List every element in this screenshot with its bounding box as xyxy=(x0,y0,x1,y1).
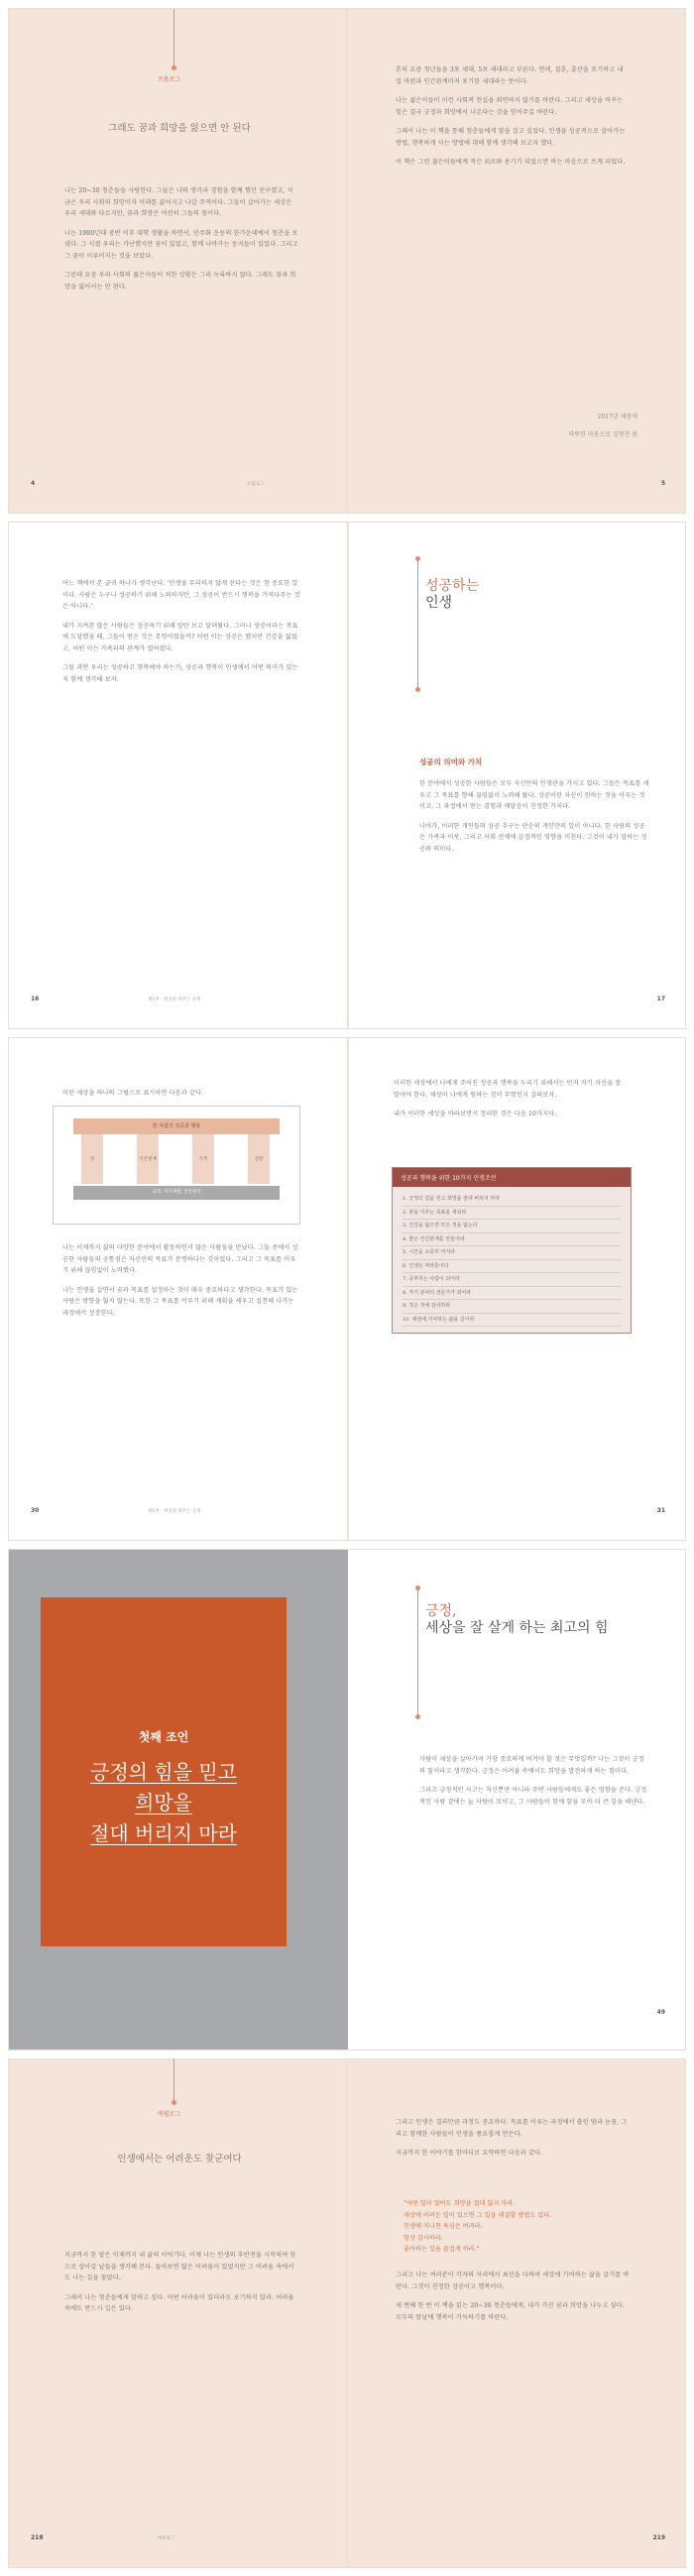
running-head: 제1부 · 세상을 바꾸는 긍정 xyxy=(148,997,201,1002)
list-item: 5. 시간을 소중히 여겨라 xyxy=(403,1246,621,1260)
paragraph: 나는 젊은이들이 이런 사회적 현실을 외면하지 않기를 바란다. 그리고 세상을 바꾸는 힘은 결국 긍정과 희망에서 나온다는 것을 믿어주길 바란다. xyxy=(396,97,624,116)
paragraph: 이 책은 그런 젊은이들에게 작은 위로와 용기가 되었으면 하는 마음으로 쓰게 되었다. xyxy=(396,159,626,166)
chapter-label: 에필로그 xyxy=(158,2111,181,2118)
list-item: 3. 건강을 잃으면 모든 것을 잃는다 xyxy=(403,1220,621,1233)
list-item: 7. 공부하는 사람이 되어라 xyxy=(403,1273,621,1287)
running-head: 에필로그 xyxy=(158,2536,175,2541)
page-number: 17 xyxy=(656,995,665,1002)
paragraph: 어느 책에서 본 글귀 하나가 생각난다. '인생을 무리하지 않게 산다는 것은 참 중요한 일이다. 사람은 누구나 성공하기 위해 노력하지만, 그 성공이 반드시 행복을 가져다주는 것은 아니다.' xyxy=(62,580,300,610)
diagram-pillar: 일 xyxy=(81,1134,103,1184)
body-text xyxy=(396,2270,630,2331)
ornament-dot xyxy=(172,65,176,70)
spread-diagram xyxy=(8,1037,686,1541)
running-head: 제1부 · 세상을 바꾸는 긍정 xyxy=(148,1509,201,1514)
chapter-label: 첫째 조언 xyxy=(138,1730,189,1744)
paragraph: 지금까지 한 말은 이제까지 내 삶의 이야기다. 이제 나는 인생의 후반전을 시작하며 앞으로 살아갈 날들을 생각해 본다. 돌아보면 많은 어려움이 있었지만 그 어려움 속에서도 나는 길을 찾았다. xyxy=(64,2252,296,2282)
paragraph: 흔히 요즘 청년들을 3포 세대, 5포 세대라고 부른다. 연애, 결혼, 출산을 포기하고 내 집 마련과 인간관계마저 포기한 세대라는 뜻이다. xyxy=(396,66,624,85)
paragraph: 나는 이제까지 삶의 다양한 분야에서 활동하면서 많은 사람들을 만났다. 그들 중에서 성공한 사람들의 공통점은 자신만의 목표가 분명하다는 것이었다. 그리고 그 목표를 이루기 위해 끊임없이 노력했다. xyxy=(62,1244,298,1274)
diagram-pillar: 인간관계 xyxy=(137,1134,159,1184)
page-218 xyxy=(9,2059,348,2567)
paragraph: 그리고 나는 여러분이 각자의 자리에서 최선을 다하며 세상에 기여하는 삶을 살기를 바란다. 그것이 진정한 성공이고 행복이다. xyxy=(396,2272,630,2290)
gutter xyxy=(347,2059,349,2567)
page-number: 31 xyxy=(656,1507,665,1514)
body-text xyxy=(396,64,630,176)
paragraph: 내가 이러한 세상을 바라보면서 정리한 것은 다음 10가지다. xyxy=(394,1111,557,1117)
page-number: 49 xyxy=(656,2009,665,2016)
page-4 xyxy=(9,9,348,513)
section-title-prefix: 성공하는 xyxy=(425,578,480,594)
paragraph: 나는 인생을 살면서 꿈과 목표를 설정하는 것이 매우 중요하다고 생각한다. 목표가 있는 사람은 방향을 잃지 않는다. 또한 그 목표를 이루기 위해 계획을 세우고 실천해 나가는 과정에서 성장한다. xyxy=(62,1286,298,1317)
spread-prologue xyxy=(8,8,686,514)
gutter xyxy=(347,523,349,1028)
page-number: 16 xyxy=(31,995,40,1002)
diagram-roof: 한 사람의 성공과 행복 xyxy=(73,1118,280,1134)
spread-epilogue xyxy=(8,2058,686,2568)
quote-line: 좋아하는 일을 즐겁게 하라." xyxy=(404,2246,480,2253)
body-text xyxy=(419,778,649,863)
paragraph: 이러한 세상에서 나에게 주어진 성공과 행복을 누리기 위해서는 먼저 자기 자신을 잘 알아야 한다. 세상이 나에게 원하는 것이 무엇인지 살펴보자. xyxy=(394,1080,622,1099)
paragraph: 지금까지 한 이야기를 한마디로 요약하면 다음과 같다. xyxy=(396,2150,543,2157)
chapter-title-line: 긍정의 힘을 믿고 xyxy=(90,1760,237,1784)
body-text xyxy=(64,185,298,300)
quote-line: 인생에 지나친 욕심은 버려라. xyxy=(404,2223,483,2230)
page-16 xyxy=(9,523,348,1028)
body-text xyxy=(62,1242,300,1327)
body-text xyxy=(62,578,300,693)
ornament-dot xyxy=(172,2100,176,2105)
paragraph: 나아가, 이러한 개인들의 성공 추구는 단순히 개인만의 일이 아니다. 한 사람의 성공은 가족과 이웃, 그리고 사회 전체에 긍정적인 영향을 미친다. 그것이 내가 말하는 성공의 의미다. xyxy=(419,822,647,853)
page-31 xyxy=(348,1038,686,1540)
advice-list-box xyxy=(392,1167,632,1334)
chapter-title-line: 절대 버리지 마라 xyxy=(90,1821,237,1845)
chapter-label: 프롤로그 xyxy=(158,76,181,83)
list-item: 4. 좋은 인간관계를 만들어라 xyxy=(403,1233,621,1247)
success-diagram xyxy=(53,1106,300,1225)
gutter xyxy=(347,9,349,513)
ornament-dot xyxy=(415,687,420,692)
page-number: 219 xyxy=(652,2534,665,2541)
paragraph: 그런데 요즘 우리 사회의 젊은이들이 처한 상황은 그리 녹록하지 않다. 그래도 꿈과 희망을 잃어서는 안 된다. xyxy=(64,272,296,291)
chapter-opener-box xyxy=(41,1597,287,1946)
paragraph: 내가 지켜본 많은 사람들은 성공하기 위해 앞만 보고 달려왔다. 그러나 성공이라는 목표에 도달했을 때, 그들이 얻은 것은 무엇이었을까? 어떤 이는 성공은 했지만 건강을 잃었고, 어떤 이는 가족과의 관계가 멀어졌다. xyxy=(62,622,298,652)
chapter-title-line: 희망을 xyxy=(135,1791,192,1815)
section-title-main: 인생 xyxy=(425,595,453,611)
list-item: 9. 작은 것에 감사하라 xyxy=(403,1300,621,1314)
paragraph: 한 분야에서 성공한 사람들은 모두 자신만의 인생관을 가지고 있다. 그들은 목표를 세우고 그 목표를 향해 끊임없이 노력해 왔다. 성공이란 자신이 원하는 것을 이루는 것이고, 그 과정에서 얻는 경험과 깨달음이 진정한 가치다. xyxy=(419,780,649,810)
paragraph: 그럼 과연 우리는 성공하고 행복해야 하는가, 성공과 행복이 인생에서 어떤 의미가 있는지 함께 생각해 보자. xyxy=(62,664,298,683)
quote-block xyxy=(404,2198,632,2256)
ornament-line xyxy=(417,1587,418,1716)
ornament-line xyxy=(417,558,418,689)
body-text xyxy=(419,1754,649,1815)
list-item: 6. 인생은 마라톤이다 xyxy=(403,1260,621,1274)
diagram-pillar: 건강 xyxy=(248,1134,270,1184)
quote-line: 세상에 어려운 일이 있으면 그 일을 해결할 방법도 있다. xyxy=(404,2211,552,2219)
chapter-opener-page xyxy=(9,1550,348,2049)
body-text xyxy=(64,2250,298,2323)
chapter-title xyxy=(41,1757,287,1849)
quote-line: "어떤 일이 있어도 희망을 절대 잃지 마라. xyxy=(404,2200,516,2207)
signature-author: 따뜻한 마음으로 김현천 씀 xyxy=(568,431,637,438)
diagram-pillar: 가족 xyxy=(192,1134,214,1184)
paragraph: 사람이 세상을 살아가며 가장 중요하게 여겨야 할 것은 무엇일까? 나는 그것이 긍정의 힘이라고 생각한다. 긍정은 어려움 속에서도 희망을 발견하게 하는 힘이다. xyxy=(419,1756,644,1775)
paragraph: 그리고 긍정적인 사고는 자신뿐만 아니라 주변 사람들에게도 좋은 영향을 준다. 긍정적인 사람 곁에는 늘 사람이 모이고, 그 사람들이 함께 힘을 모아 더 큰 일을 해낸다. xyxy=(419,1787,647,1806)
page-17 xyxy=(348,523,686,1028)
paragraph: 나는 1980년대 중반 이후 대학 생활을 하면서, 민주화 운동의 한가운데에서 청춘을 보냈다. 그 시절 우리는 가난했지만 꿈이 있었고, 함께 나아가는 동지들이 있었다. 그리고 그 꿈이 이루어지는 것을 보았다. xyxy=(64,229,298,260)
page-number: 4 xyxy=(31,480,36,487)
chapter-title: 인생에서는 어려운도 찾군여다 xyxy=(117,2154,242,2165)
list-item: 1. 긍정의 힘을 믿고 희망을 절대 버리지 마라 xyxy=(403,1193,621,1207)
page-number: 5 xyxy=(660,480,665,487)
paragraph: 세 번째 한 번 이 책을 읽는 20~30 청춘들에게, 내가 가진 꿈과 희망을 나누고 싶다. 모두의 앞날에 행복이 가득하기를 바란다. xyxy=(396,2302,625,2321)
subheading: 성공의 의미와 가치 xyxy=(419,758,483,766)
advice-list-title: 성공과 행복을 위한 10가지 인생조언 xyxy=(393,1168,631,1187)
page-49 xyxy=(348,1550,686,2049)
page-5 xyxy=(348,9,686,513)
quote-line: 항상 감사하라. xyxy=(404,2234,443,2242)
spread-chapter-one xyxy=(8,1549,686,2050)
page-30 xyxy=(9,1038,348,1540)
page-number: 218 xyxy=(31,2534,44,2541)
gutter xyxy=(347,1038,349,1540)
section-title xyxy=(425,578,479,612)
paragraph: 그래서 나는 청춘들에게 말하고 싶다. 어떤 어려움이 있더라도 포기하지 말라. 어려움 속에도 반드시 길은 있다. xyxy=(64,2293,294,2312)
list-item: 10. 세상에 기여하는 삶을 살아라 xyxy=(403,1314,621,1328)
ornament-dot xyxy=(415,1714,420,1719)
body-text xyxy=(394,1078,628,1128)
section-title xyxy=(425,1603,609,1637)
section-title-prefix: 긍정, xyxy=(425,1603,457,1619)
spread-success xyxy=(8,522,686,1029)
list-item: 8. 자기 분야의 전문가가 되어라 xyxy=(403,1287,621,1301)
chapter-title: 그래도 꿈과 희망을 잃으면 안 된다 xyxy=(108,123,251,134)
advice-list xyxy=(393,1187,631,1333)
section-title-main: 세상을 잘 살게 하는 최고의 힘 xyxy=(425,1620,609,1636)
running-head: 프롤로그 xyxy=(247,482,265,487)
signature-date: 2017년 새봄에 xyxy=(597,413,637,420)
body-text xyxy=(396,2117,630,2167)
list-item: 2. 꿈을 이루는 목표를 세워라 xyxy=(403,1207,621,1221)
paragraph: 그리고 인생은 결과만큼 과정도 중요하다. 목표를 이루는 과정에서 흘린 땀과 눈물, 그리고 함께한 사람들이 인생을 풍요롭게 만든다. xyxy=(396,2119,628,2138)
diagram-base: 긍정, 자기계발, 건강관리 xyxy=(73,1186,280,1200)
page-219 xyxy=(348,2059,686,2567)
intro-text: 이런 세상을 하나의 그림으로 표시하면 다음과 같다. xyxy=(62,1090,204,1097)
page-number: 30 xyxy=(31,1507,40,1514)
paragraph: 그래서 나는 이 책을 통해 청춘들에게 말을 걸고 싶었다. 인생을 성공적으로 살아가는 방법, 행복하게 사는 방법에 대해 함께 생각해 보고자 했다. xyxy=(396,128,626,147)
paragraph: 나는 20~30 청춘들을 사랑한다. 그들은 나와 생각과 경험을 함께 했던 친구였고, 지금은 우리 사회의 희망이자 미래를 짊어지고 나갈 주역이다. 그들이 살아가는 세상은 우리 세대와 다르지만, 꿈과 희망은 여전히 그들의 몫이다. xyxy=(64,187,293,217)
